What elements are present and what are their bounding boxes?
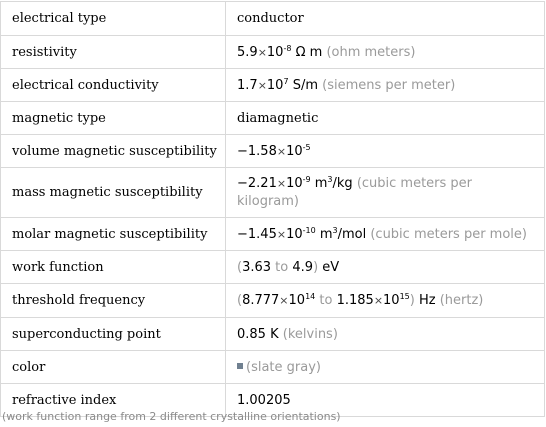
row-value	[226, 168, 545, 218]
row-value	[226, 69, 545, 102]
mantissa: −1.45	[237, 226, 277, 242]
mantissa: 1.7	[237, 77, 258, 93]
range-low: 8.777	[242, 293, 280, 308]
row-value	[226, 284, 545, 318]
unit-note: (ohm meters)	[326, 44, 416, 60]
unit-suffix: /kg	[332, 175, 353, 191]
unit-exponent: 3	[327, 174, 333, 184]
range-high: 4.9	[292, 259, 314, 275]
table-row	[1, 218, 545, 251]
mantissa: −2.21	[237, 175, 277, 191]
table-row	[1, 69, 545, 102]
table-row	[1, 168, 545, 218]
unit-note: (hertz)	[439, 293, 484, 308]
base-ten: 10	[288, 293, 306, 308]
table-row	[1, 135, 545, 168]
times-symbol: ×	[373, 294, 384, 307]
base-ten: 10	[286, 143, 303, 159]
exponent: 14	[305, 292, 316, 301]
exponent: -5	[302, 142, 311, 152]
unit-note-cont: kilogram)	[237, 193, 300, 209]
unit: Hz	[418, 293, 436, 308]
properties-table	[0, 1, 545, 417]
row-value	[226, 351, 545, 384]
range-to: to	[275, 259, 289, 275]
range-to: to	[319, 293, 333, 308]
table-row	[1, 318, 545, 351]
row-value: conductor	[226, 2, 545, 36]
base-ten: 10	[266, 44, 284, 60]
row-label: superconducting point	[1, 318, 226, 351]
mantissa: 5.9	[237, 44, 258, 60]
unit-note: (cubic meters per mole)	[370, 226, 527, 242]
base-ten: 10	[383, 293, 400, 308]
exponent: 7	[283, 76, 289, 86]
row-label: resistivity	[1, 36, 226, 69]
color-note: (slate gray)	[246, 359, 321, 375]
times-symbol: ×	[276, 144, 287, 158]
table-row	[1, 102, 545, 135]
range-low: 3.63	[242, 259, 272, 275]
times-symbol: ×	[279, 294, 289, 307]
base-ten: 10	[286, 226, 303, 242]
row-label: threshold frequency	[1, 284, 226, 318]
open-paren: (	[237, 293, 243, 308]
row-value	[226, 251, 545, 284]
open-paren: (	[237, 259, 243, 275]
table-row	[1, 284, 545, 318]
times-symbol: ×	[276, 176, 287, 190]
row-value	[226, 36, 545, 69]
color-swatch-icon	[237, 363, 243, 369]
table-row	[1, 2, 545, 36]
unit: S/m	[292, 77, 318, 93]
unit: m	[314, 175, 328, 191]
unit-note: (siemens per meter)	[322, 77, 456, 93]
unit-note: (cubic meters per	[356, 175, 473, 191]
times-symbol: ×	[257, 45, 267, 59]
range-high: 1.185	[336, 293, 374, 308]
table-row	[1, 36, 545, 69]
row-label: mass magnetic susceptibility	[1, 168, 226, 218]
base-ten: 10	[266, 77, 284, 93]
row-value	[226, 135, 545, 168]
times-symbol: ×	[276, 227, 287, 241]
row-value: 1.00205	[226, 384, 545, 417]
unit-suffix: /mol	[337, 226, 367, 242]
row-label: refractive index	[1, 384, 226, 417]
value-number: 0.85	[237, 326, 266, 342]
row-value	[226, 318, 545, 351]
row-label: electrical conductivity	[1, 69, 226, 102]
table-row	[1, 351, 545, 384]
exponent: 15	[399, 292, 410, 301]
unit: K	[270, 326, 279, 342]
row-label: color	[1, 351, 226, 384]
unit: eV	[322, 259, 340, 275]
row-label: magnetic type	[1, 102, 226, 135]
exponent: -8	[283, 43, 292, 53]
row-value: diamagnetic	[226, 102, 545, 135]
row-label: volume magnetic susceptibility	[1, 135, 226, 168]
exponent: -10	[302, 225, 316, 235]
row-label: molar magnetic susceptibility	[1, 218, 226, 251]
footnote: (work function range from 2 different crystalline orientations)	[2, 410, 341, 423]
exponent: -9	[302, 174, 311, 184]
mantissa: −1.58	[237, 143, 277, 159]
base-ten: 10	[286, 175, 303, 191]
table-row	[1, 251, 545, 284]
unit: Ω m	[295, 44, 323, 60]
row-label: electrical type	[1, 2, 226, 36]
unit-note: (kelvins)	[282, 326, 338, 342]
close-paren: )	[313, 259, 319, 275]
close-paren: )	[409, 293, 415, 308]
times-symbol: ×	[257, 78, 267, 92]
row-label: work function	[1, 251, 226, 284]
unit-exponent: 3	[332, 225, 338, 235]
row-value	[226, 218, 545, 251]
unit: m	[319, 226, 333, 242]
